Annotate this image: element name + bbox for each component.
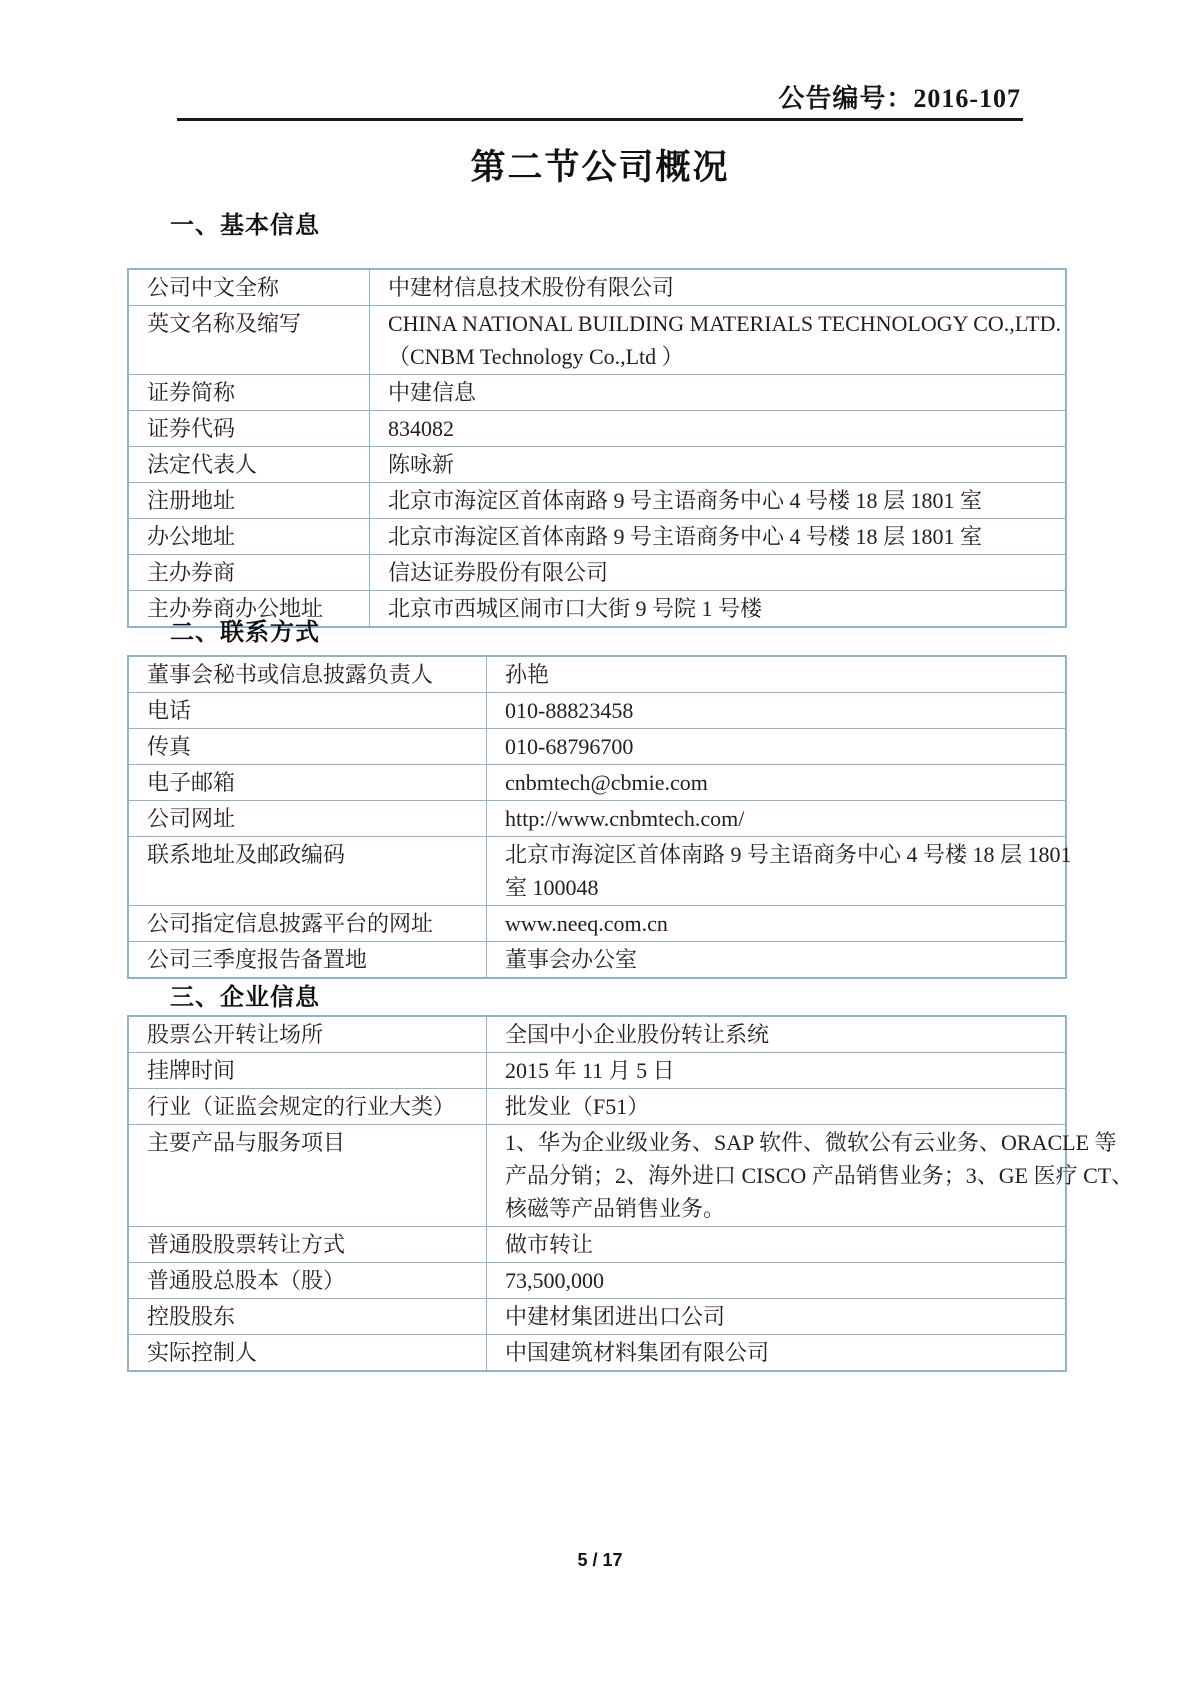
row-value-cell	[370, 483, 1065, 518]
row-value-cell	[370, 555, 1065, 590]
row-value-line: 73,500,000	[505, 1268, 604, 1293]
row-label-cell	[129, 447, 370, 482]
row-value-cell	[487, 801, 1065, 836]
row-label-cell	[129, 837, 487, 905]
row-value-line: 北京市西城区闹市口大街 9 号院 1 号楼	[388, 596, 763, 621]
row-value-line: 北京市海淀区首体南路 9 号主语商务中心 4 号楼 18 层 1801 室	[388, 524, 983, 549]
row-value-line: 陈咏新	[388, 452, 455, 477]
table-row	[129, 764, 1065, 800]
row-value-cell	[370, 375, 1065, 410]
table-row	[129, 1088, 1065, 1124]
row-value-line: 2015 年 11 月 5 日	[505, 1058, 675, 1083]
row-label: 主要产品与服务项目	[147, 1130, 346, 1155]
row-value-cell	[487, 1227, 1065, 1262]
row-label: 电话	[147, 698, 192, 723]
row-value-cell	[370, 411, 1065, 446]
row-value-line: http://www.cnbmtech.com/	[505, 806, 745, 831]
basic-info-table	[127, 268, 1067, 628]
row-value-line: （CNBM Technology Co.,Ltd ）	[388, 344, 684, 369]
row-value-line: 中建材集团进出口公司	[505, 1304, 726, 1329]
row-label: 挂牌时间	[147, 1058, 236, 1083]
row-label-cell	[129, 1263, 487, 1298]
table-row	[129, 728, 1065, 764]
row-label-cell	[129, 765, 487, 800]
row-label: 传真	[147, 734, 192, 759]
row-label-cell	[129, 375, 370, 410]
row-value-cell	[487, 1017, 1065, 1052]
table-row	[129, 518, 1065, 554]
row-value-line: 中国建筑材料集团有限公司	[505, 1340, 770, 1365]
page-title: 第二节公司概况	[470, 148, 730, 187]
section-heading-enterprise-info: 三、企业信息	[170, 984, 320, 1011]
row-label-cell	[129, 657, 487, 692]
row-value-line: 室 100048	[505, 875, 599, 900]
row-value-line: 产品分销；2、海外进口 CISCO 产品销售业务；3、GE 医疗 CT、	[505, 1163, 1134, 1188]
table-row	[129, 446, 1065, 482]
row-label-cell	[129, 693, 487, 728]
row-value-line: 北京市海淀区首体南路 9 号主语商务中心 4 号楼 18 层 1801 室	[388, 488, 983, 513]
row-label-cell	[129, 555, 370, 590]
row-label-cell	[129, 1125, 487, 1226]
row-label-cell	[129, 483, 370, 518]
row-label-cell	[129, 801, 487, 836]
table-row	[129, 800, 1065, 836]
row-value-cell	[487, 1335, 1065, 1370]
page-number: 5 / 17	[577, 1550, 623, 1570]
row-value-cell	[487, 765, 1065, 800]
row-label: 主办券商	[147, 560, 236, 585]
row-value-line: 834082	[388, 416, 454, 441]
table-row	[129, 941, 1065, 977]
row-value-line: cnbmtech@cbmie.com	[505, 770, 708, 795]
section-heading-basic-info: 一、基本信息	[170, 212, 320, 239]
table-row	[129, 1226, 1065, 1262]
row-value-line: 董事会办公室	[505, 947, 638, 972]
row-label-cell	[129, 1053, 487, 1088]
row-label: 主办券商办公地址	[147, 596, 324, 621]
row-value-line: 中建信息	[388, 380, 477, 405]
row-value-line: 010-88823458	[505, 698, 634, 723]
row-label: 电子邮箱	[147, 770, 236, 795]
row-value-cell	[370, 270, 1065, 305]
table-row	[129, 1017, 1065, 1052]
table-row	[129, 657, 1065, 692]
row-value-line: 中建材信息技术股份有限公司	[388, 275, 675, 300]
row-label-cell	[129, 1227, 487, 1262]
row-value-line: 孙艳	[505, 662, 550, 687]
row-value-cell	[487, 906, 1065, 941]
row-label-cell	[129, 270, 370, 305]
row-value-line: 北京市海淀区首体南路 9 号主语商务中心 4 号楼 18 层 1801	[505, 842, 1072, 867]
row-label-cell	[129, 906, 487, 941]
row-value-cell	[487, 1089, 1065, 1124]
table-row	[129, 1298, 1065, 1334]
row-value-line: 批发业（F51）	[505, 1094, 650, 1119]
row-label: 公司中文全称	[147, 275, 280, 300]
row-label: 公司网址	[147, 806, 236, 831]
row-label: 实际控制人	[147, 1340, 258, 1365]
table-row	[129, 1262, 1065, 1298]
row-label: 公司三季度报告备置地	[147, 947, 368, 972]
row-value-line: CHINA NATIONAL BUILDING MATERIALS TECHNOLOGY CO.,LTD.	[388, 311, 1062, 336]
announcement-number: 公告编号：2016-107	[778, 84, 1021, 113]
row-label: 证券代码	[147, 416, 236, 441]
row-label: 证券简称	[147, 380, 236, 405]
row-label: 公司指定信息披露平台的网址	[147, 911, 434, 936]
row-value-line: 做市转让	[505, 1232, 594, 1257]
row-label-cell	[129, 729, 487, 764]
row-label: 行业（证监会规定的行业大类）	[147, 1094, 456, 1119]
row-value-cell	[370, 591, 1065, 626]
row-label: 控股股东	[147, 1304, 236, 1329]
row-label-cell	[129, 942, 487, 977]
table-row	[129, 270, 1065, 305]
row-label: 股票公开转让场所	[147, 1022, 324, 1047]
contact-info-table	[127, 655, 1072, 979]
row-value-cell	[487, 942, 1065, 977]
row-value-cell	[487, 729, 1065, 764]
table-row	[129, 410, 1065, 446]
row-value-line: 信达证券股份有限公司	[388, 560, 609, 585]
row-value-cell	[487, 693, 1065, 728]
row-value-line: 核磁等产品销售业务。	[505, 1196, 726, 1221]
row-value-cell	[370, 306, 1071, 374]
table-row	[129, 905, 1065, 941]
row-label: 联系地址及邮政编码	[147, 842, 346, 867]
table-row	[129, 836, 1072, 905]
section-heading-contact-info: 二、联系方式	[170, 619, 320, 646]
row-label-cell	[129, 519, 370, 554]
enterprise-info-table	[127, 1015, 1134, 1372]
row-value-line: 010-68796700	[505, 734, 634, 759]
header-rule	[177, 118, 1023, 121]
row-label: 普通股总股本（股）	[147, 1268, 346, 1293]
row-label-cell	[129, 1299, 487, 1334]
row-label-cell	[129, 411, 370, 446]
table-row	[129, 554, 1065, 590]
table-row	[129, 692, 1065, 728]
row-value-line: www.neeq.com.cn	[505, 911, 668, 936]
row-label: 普通股股票转让方式	[147, 1232, 346, 1257]
row-value-cell	[487, 837, 1082, 905]
row-label: 注册地址	[147, 488, 236, 513]
row-label-cell	[129, 306, 370, 374]
row-label: 英文名称及缩写	[147, 311, 302, 336]
row-label: 董事会秘书或信息披露负责人	[147, 662, 434, 687]
table-row	[129, 305, 1065, 374]
row-value-line: 全国中小企业股份转让系统	[505, 1022, 770, 1047]
table-row	[129, 1052, 1065, 1088]
row-label-cell	[129, 1089, 487, 1124]
row-value-cell	[370, 447, 1065, 482]
row-value-line: 1、华为企业级业务、SAP 软件、微软公有云业务、ORACLE 等	[505, 1130, 1117, 1155]
row-label-cell	[129, 1017, 487, 1052]
row-value-cell	[487, 1053, 1065, 1088]
row-value-cell	[487, 657, 1065, 692]
table-row	[129, 1334, 1065, 1370]
table-row	[129, 1124, 1134, 1226]
table-row	[129, 374, 1065, 410]
row-value-cell	[370, 519, 1065, 554]
row-label: 办公地址	[147, 524, 236, 549]
row-value-cell	[487, 1125, 1143, 1226]
row-value-cell	[487, 1299, 1065, 1334]
table-row	[129, 482, 1065, 518]
row-value-cell	[487, 1263, 1065, 1298]
row-label-cell	[129, 1335, 487, 1370]
row-label: 法定代表人	[147, 452, 258, 477]
